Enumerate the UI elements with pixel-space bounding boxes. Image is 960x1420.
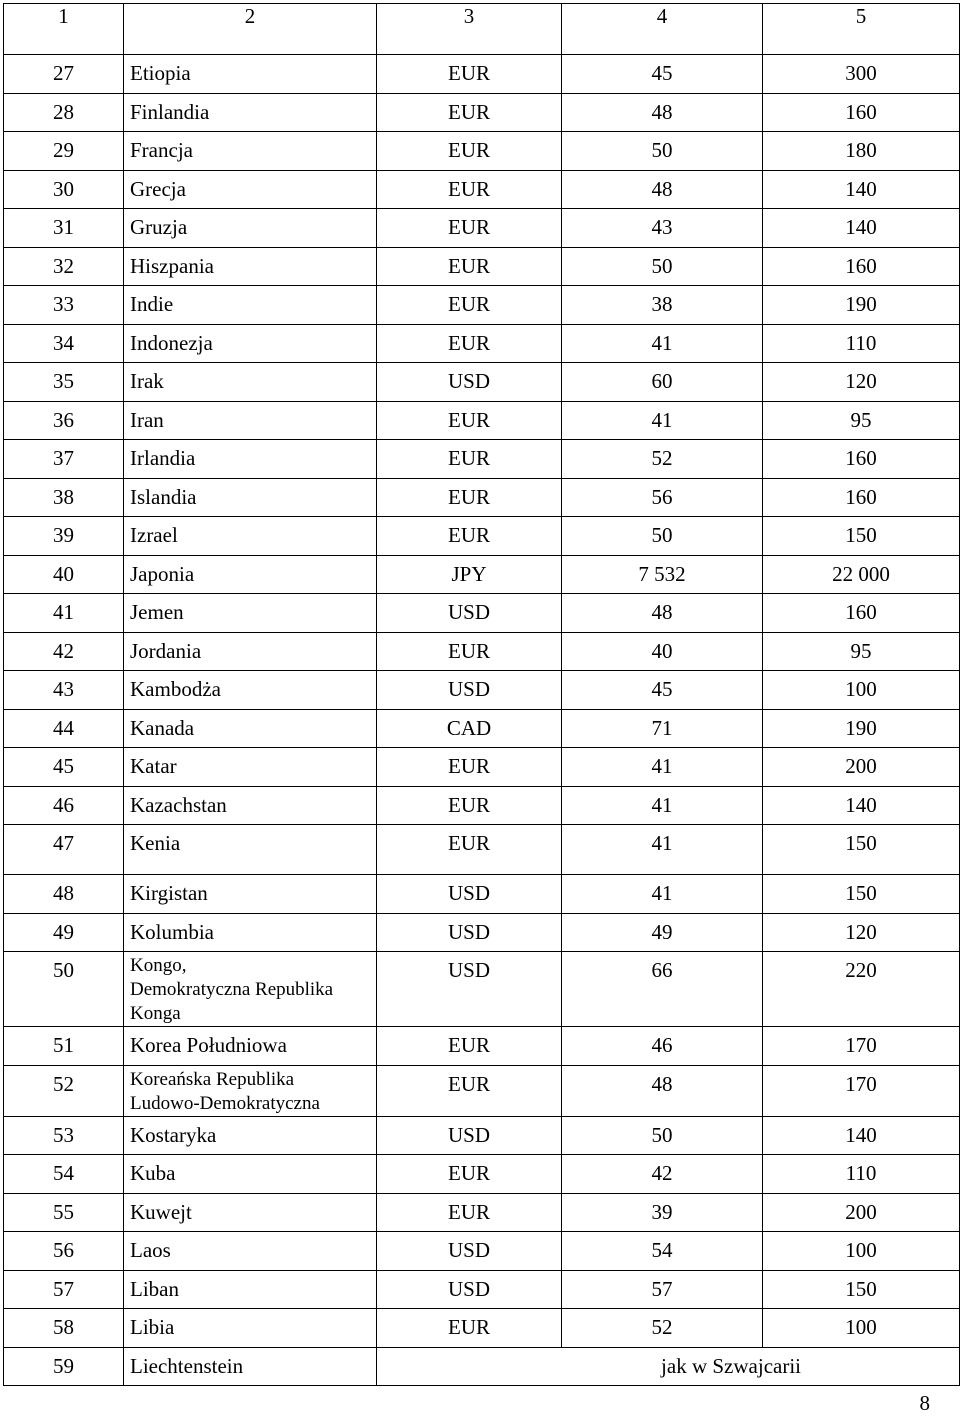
- accommodation-limit: 140: [763, 786, 960, 825]
- accommodation-limit: 200: [763, 1193, 960, 1232]
- country-name: Kazachstan: [124, 786, 377, 825]
- daily-allowance: 50: [562, 132, 763, 171]
- table-row: [4, 478, 960, 517]
- daily-allowance: 57: [562, 1270, 763, 1309]
- country-name: Jemen: [124, 594, 377, 633]
- rates-table: [3, 3, 960, 1386]
- currency: EUR: [377, 247, 562, 286]
- country-name: Indie: [124, 286, 377, 325]
- table-row: [4, 1193, 960, 1232]
- table-row: [4, 440, 960, 479]
- row-number: 29: [4, 132, 124, 171]
- daily-allowance: 40: [562, 632, 763, 671]
- table-row: [4, 875, 960, 914]
- currency: USD: [377, 1232, 562, 1271]
- header-col-3: 3: [377, 4, 562, 55]
- daily-allowance: 66: [562, 952, 763, 1027]
- table-row: [4, 748, 960, 787]
- table-row: [4, 1116, 960, 1155]
- daily-allowance: 45: [562, 671, 763, 710]
- currency: USD: [377, 1116, 562, 1155]
- country-name: Kirgistan: [124, 875, 377, 914]
- currency: EUR: [377, 401, 562, 440]
- table-row: [4, 401, 960, 440]
- row-number: 42: [4, 632, 124, 671]
- currency: EUR: [377, 478, 562, 517]
- accommodation-limit: 170: [763, 1027, 960, 1066]
- row-number: 45: [4, 748, 124, 787]
- country-name: Kuba: [124, 1155, 377, 1194]
- country-name: Kenia: [124, 825, 377, 875]
- currency: EUR: [377, 440, 562, 479]
- row-number: 47: [4, 825, 124, 875]
- currency: USD: [377, 594, 562, 633]
- table-row: [4, 555, 960, 594]
- daily-allowance: 60: [562, 363, 763, 402]
- row-number: 37: [4, 440, 124, 479]
- row-number: 56: [4, 1232, 124, 1271]
- table-row: [4, 170, 960, 209]
- table-row: [4, 517, 960, 556]
- daily-allowance: 56: [562, 478, 763, 517]
- row-number: 51: [4, 1027, 124, 1066]
- daily-allowance: 39: [562, 1193, 763, 1232]
- row-number: 34: [4, 324, 124, 363]
- accommodation-limit: 190: [763, 709, 960, 748]
- currency: USD: [377, 875, 562, 914]
- daily-allowance: 48: [562, 594, 763, 633]
- daily-allowance: 43: [562, 209, 763, 248]
- accommodation-limit: 160: [763, 93, 960, 132]
- country-name: Hiszpania: [124, 247, 377, 286]
- table-row: [4, 594, 960, 633]
- country-name: Islandia: [124, 478, 377, 517]
- row-number: 55: [4, 1193, 124, 1232]
- daily-allowance: 48: [562, 170, 763, 209]
- currency: EUR: [377, 825, 562, 875]
- accommodation-limit: 95: [763, 401, 960, 440]
- header-col-5: 5: [763, 4, 960, 55]
- table-row: [4, 1232, 960, 1271]
- row-number: 52: [4, 1065, 124, 1116]
- table-row: [4, 209, 960, 248]
- daily-allowance: 41: [562, 748, 763, 787]
- row-number: 27: [4, 55, 124, 94]
- note-cell: jak w Szwajcarii: [377, 1347, 960, 1386]
- table-row: [4, 825, 960, 875]
- currency: USD: [377, 952, 562, 1027]
- table-row: [4, 671, 960, 710]
- table-row: [4, 1347, 960, 1386]
- daily-allowance: 50: [562, 1116, 763, 1155]
- row-number: 35: [4, 363, 124, 402]
- accommodation-limit: 150: [763, 1270, 960, 1309]
- row-number: 32: [4, 247, 124, 286]
- row-number: 40: [4, 555, 124, 594]
- accommodation-limit: 100: [763, 1309, 960, 1348]
- currency: EUR: [377, 1155, 562, 1194]
- accommodation-limit: 200: [763, 748, 960, 787]
- daily-allowance: 48: [562, 1065, 763, 1116]
- table-row: [4, 363, 960, 402]
- country-name-wrapped: Kongo, Demokratyczna Republika Konga: [130, 955, 334, 1024]
- currency: USD: [377, 913, 562, 952]
- country-name: Irak: [124, 363, 377, 402]
- accommodation-limit: 110: [763, 1155, 960, 1194]
- country-name: Japonia: [124, 555, 377, 594]
- table-row: [4, 93, 960, 132]
- row-number: 54: [4, 1155, 124, 1194]
- daily-allowance: 54: [562, 1232, 763, 1271]
- currency: EUR: [377, 93, 562, 132]
- daily-allowance: 45: [562, 55, 763, 94]
- table-row: [4, 1027, 960, 1066]
- row-number: 53: [4, 1116, 124, 1155]
- accommodation-limit: 160: [763, 478, 960, 517]
- table-row: [4, 286, 960, 325]
- table-row: [4, 324, 960, 363]
- accommodation-limit: 22 000: [763, 555, 960, 594]
- currency: EUR: [377, 786, 562, 825]
- table-row: [4, 913, 960, 952]
- currency: USD: [377, 1270, 562, 1309]
- country-name: Katar: [124, 748, 377, 787]
- table-row: [4, 1155, 960, 1194]
- country-name: [124, 952, 377, 1027]
- daily-allowance: 50: [562, 247, 763, 286]
- table-row: [4, 709, 960, 748]
- row-number: 46: [4, 786, 124, 825]
- daily-allowance: 50: [562, 517, 763, 556]
- row-number: 39: [4, 517, 124, 556]
- header-col-2: 2: [124, 4, 377, 55]
- country-name: Francja: [124, 132, 377, 171]
- accommodation-limit: 220: [763, 952, 960, 1027]
- currency: EUR: [377, 632, 562, 671]
- country-name: Kuwejt: [124, 1193, 377, 1232]
- accommodation-limit: 160: [763, 440, 960, 479]
- daily-allowance: 46: [562, 1027, 763, 1066]
- table-row: [4, 55, 960, 94]
- currency: CAD: [377, 709, 562, 748]
- row-number: 38: [4, 478, 124, 517]
- currency: EUR: [377, 748, 562, 787]
- currency: EUR: [377, 55, 562, 94]
- row-number: 59: [4, 1347, 124, 1386]
- accommodation-limit: 170: [763, 1065, 960, 1116]
- daily-allowance: 71: [562, 709, 763, 748]
- row-number: 30: [4, 170, 124, 209]
- currency: USD: [377, 363, 562, 402]
- currency: EUR: [377, 1309, 562, 1348]
- country-name: Irlandia: [124, 440, 377, 479]
- accommodation-limit: 150: [763, 517, 960, 556]
- accommodation-limit: 150: [763, 875, 960, 914]
- currency: EUR: [377, 324, 562, 363]
- table-row: [4, 952, 960, 1027]
- accommodation-limit: 100: [763, 1232, 960, 1271]
- country-name: Indonezja: [124, 324, 377, 363]
- header-col-1: 1: [4, 4, 124, 55]
- currency: EUR: [377, 517, 562, 556]
- country-name: Iran: [124, 401, 377, 440]
- daily-allowance: 52: [562, 1309, 763, 1348]
- row-number: 57: [4, 1270, 124, 1309]
- row-number: 43: [4, 671, 124, 710]
- currency: EUR: [377, 209, 562, 248]
- daily-allowance: 41: [562, 875, 763, 914]
- country-name: Liban: [124, 1270, 377, 1309]
- row-number: 58: [4, 1309, 124, 1348]
- country-name: Finlandia: [124, 93, 377, 132]
- country-name: Libia: [124, 1309, 377, 1348]
- country-name: Kostaryka: [124, 1116, 377, 1155]
- table-row: [4, 786, 960, 825]
- table-row: [4, 1270, 960, 1309]
- country-name: Grecja: [124, 170, 377, 209]
- row-number: 48: [4, 875, 124, 914]
- table-row: [4, 1065, 960, 1116]
- row-number: 49: [4, 913, 124, 952]
- header-col-4: 4: [562, 4, 763, 55]
- currency: EUR: [377, 1065, 562, 1116]
- country-name: Liechtenstein: [124, 1347, 377, 1386]
- row-number: 41: [4, 594, 124, 633]
- accommodation-limit: 110: [763, 324, 960, 363]
- daily-allowance: 52: [562, 440, 763, 479]
- row-number: 44: [4, 709, 124, 748]
- country-name: Kambodża: [124, 671, 377, 710]
- daily-allowance: 41: [562, 324, 763, 363]
- daily-allowance: 49: [562, 913, 763, 952]
- country-name: Izrael: [124, 517, 377, 556]
- currency: EUR: [377, 286, 562, 325]
- accommodation-limit: 120: [763, 363, 960, 402]
- country-name: Gruzja: [124, 209, 377, 248]
- country-name-wrapped: Koreańska Republika Ludowo-Demokratyczna: [130, 1068, 320, 1114]
- row-number: 31: [4, 209, 124, 248]
- country-name: [124, 1065, 377, 1116]
- table-row: [4, 632, 960, 671]
- daily-allowance: 42: [562, 1155, 763, 1194]
- currency: EUR: [377, 1193, 562, 1232]
- accommodation-limit: 300: [763, 55, 960, 94]
- page-number: 8: [919, 1391, 930, 1415]
- daily-allowance: 7 532: [562, 555, 763, 594]
- daily-allowance: 48: [562, 93, 763, 132]
- accommodation-limit: 160: [763, 247, 960, 286]
- row-number: 36: [4, 401, 124, 440]
- table-row: [4, 132, 960, 171]
- accommodation-limit: 95: [763, 632, 960, 671]
- country-name: Kanada: [124, 709, 377, 748]
- daily-allowance: 41: [562, 825, 763, 875]
- accommodation-limit: 140: [763, 170, 960, 209]
- country-name: Laos: [124, 1232, 377, 1271]
- country-name: Etiopia: [124, 55, 377, 94]
- accommodation-limit: 100: [763, 671, 960, 710]
- accommodation-limit: 140: [763, 1116, 960, 1155]
- accommodation-limit: 120: [763, 913, 960, 952]
- daily-allowance: 41: [562, 786, 763, 825]
- daily-allowance: 38: [562, 286, 763, 325]
- currency: EUR: [377, 132, 562, 171]
- row-number: 33: [4, 286, 124, 325]
- accommodation-limit: 190: [763, 286, 960, 325]
- country-name: Kolumbia: [124, 913, 377, 952]
- accommodation-limit: 160: [763, 594, 960, 633]
- row-number: 28: [4, 93, 124, 132]
- header-row: [4, 4, 960, 55]
- country-name: Jordania: [124, 632, 377, 671]
- accommodation-limit: 140: [763, 209, 960, 248]
- currency: EUR: [377, 170, 562, 209]
- accommodation-limit: 180: [763, 132, 960, 171]
- daily-allowance: 41: [562, 401, 763, 440]
- table-row: [4, 247, 960, 286]
- country-name: Korea Południowa: [124, 1027, 377, 1066]
- currency: USD: [377, 671, 562, 710]
- currency: JPY: [377, 555, 562, 594]
- accommodation-limit: 150: [763, 825, 960, 875]
- row-number: 50: [4, 952, 124, 1027]
- currency: EUR: [377, 1027, 562, 1066]
- table-row: [4, 1309, 960, 1348]
